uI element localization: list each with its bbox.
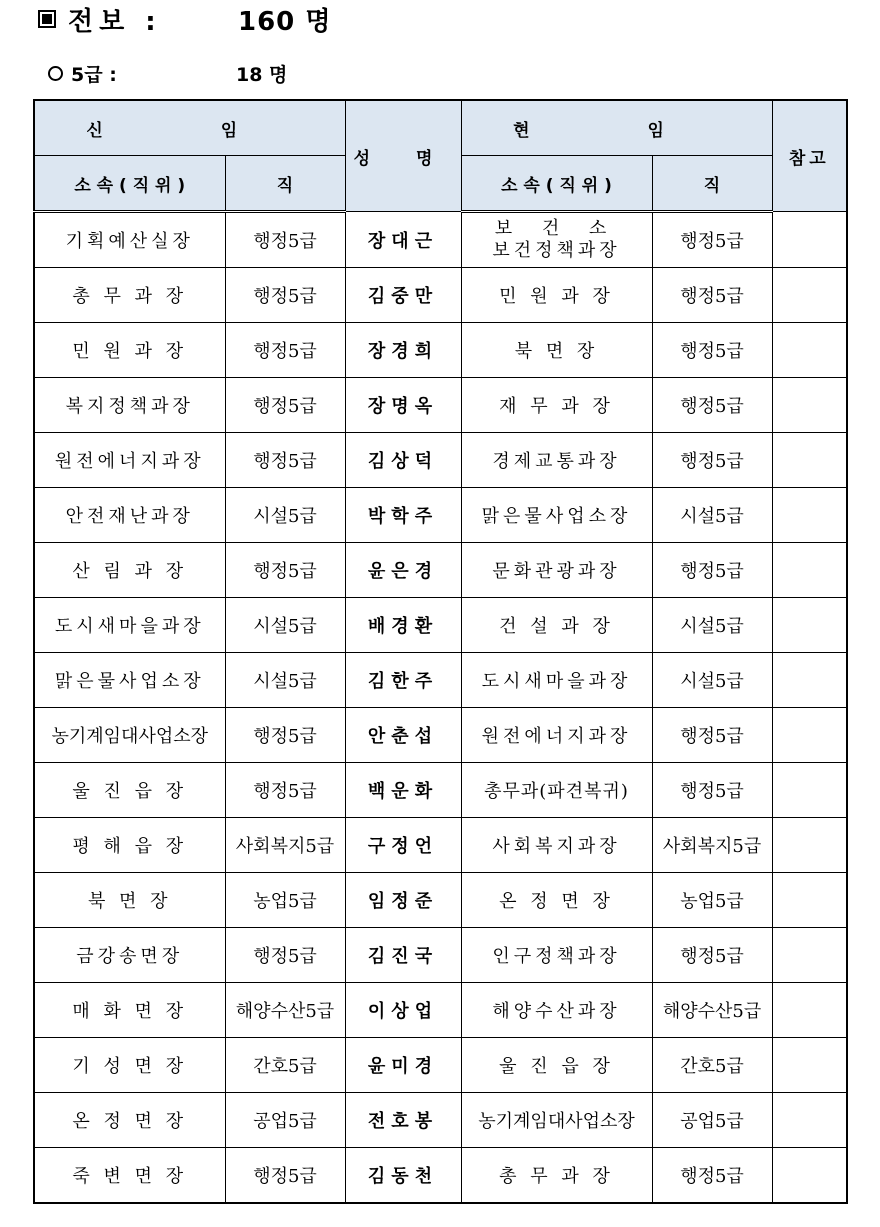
cur-unit-cell: 경제교통과장 <box>461 433 652 488</box>
name-cell: 윤미경 <box>345 1038 461 1093</box>
new-grade-cell: 행정5급 <box>225 763 345 818</box>
new-unit-cell: 기 성 면 장 <box>34 1038 225 1093</box>
cur-grade-cell: 공업5급 <box>652 1093 772 1148</box>
header-cur-unit: 소 속 ( 직 위 ) <box>461 156 652 212</box>
note-cell <box>772 268 847 323</box>
header-cur-grade: 직 <box>652 156 772 212</box>
new-unit-cell: 원전에너지과장 <box>34 433 225 488</box>
header-current-post: 현 임 <box>461 100 772 156</box>
cur-unit-cell: 울 진 읍 장 <box>461 1038 652 1093</box>
cur-grade-cell: 사회복지5급 <box>652 818 772 873</box>
note-cell <box>772 653 847 708</box>
cur-unit-cell: 총무과(파견복귀) <box>461 763 652 818</box>
note-cell <box>772 488 847 543</box>
table-row <box>34 818 847 873</box>
cur-grade-cell: 행정5급 <box>652 212 772 268</box>
table-row <box>34 488 847 543</box>
table-row <box>34 873 847 928</box>
new-grade-cell: 행정5급 <box>225 708 345 763</box>
cur-unit-cell: 도시새마을과장 <box>461 653 652 708</box>
cur-grade-cell: 행정5급 <box>652 268 772 323</box>
table-row <box>34 653 847 708</box>
new-grade-cell: 행정5급 <box>225 1148 345 1204</box>
cur-unit-cell: 맑은물사업소장 <box>461 488 652 543</box>
transfer-table <box>33 99 848 1204</box>
cur-grade-cell: 행정5급 <box>652 433 772 488</box>
cur-unit-cell: 인구정책과장 <box>461 928 652 983</box>
cur-grade-cell: 농업5급 <box>652 873 772 928</box>
new-unit-cell: 죽 변 면 장 <box>34 1148 225 1204</box>
new-unit-cell: 평 해 읍 장 <box>34 818 225 873</box>
cur-unit-cell <box>461 212 652 268</box>
name-cell: 이상업 <box>345 983 461 1038</box>
name-cell: 장경희 <box>345 323 461 378</box>
table-row <box>34 1148 847 1204</box>
note-cell <box>772 1093 847 1148</box>
new-unit-cell: 안전재난과장 <box>34 488 225 543</box>
new-unit-cell: 매 화 면 장 <box>34 983 225 1038</box>
name-cell: 안춘섭 <box>345 708 461 763</box>
note-cell <box>772 543 847 598</box>
cur-grade-cell: 행정5급 <box>652 1148 772 1204</box>
subheading-count: 18 명 <box>236 63 288 86</box>
new-unit-cell: 복지정책과장 <box>34 378 225 433</box>
note-cell <box>772 818 847 873</box>
table-row <box>34 323 847 378</box>
note-cell <box>772 433 847 488</box>
cur-unit-line-1: 보 건 소 <box>494 218 619 239</box>
new-grade-cell: 행정5급 <box>225 268 345 323</box>
new-unit-cell: 농기계임대사업소장 <box>34 708 225 763</box>
note-cell <box>772 928 847 983</box>
name-cell: 윤은경 <box>345 543 461 598</box>
table-row <box>34 763 847 818</box>
new-unit-cell: 민 원 과 장 <box>34 323 225 378</box>
new-unit-cell: 산 림 과 장 <box>34 543 225 598</box>
table-row <box>34 983 847 1038</box>
cur-unit-line-2: 보건정책과장 <box>492 240 621 261</box>
header-new-unit: 소 속 ( 직 위 ) <box>34 156 225 212</box>
note-cell <box>772 212 847 268</box>
note-cell <box>772 708 847 763</box>
cur-unit-cell: 해양수산과장 <box>461 983 652 1038</box>
heading-label: 전보 : <box>68 6 162 37</box>
new-grade-cell: 행정5급 <box>225 928 345 983</box>
subsection-heading <box>48 58 288 88</box>
cur-grade-cell: 행정5급 <box>652 323 772 378</box>
new-grade-cell: 시설5급 <box>225 653 345 708</box>
note-cell <box>772 873 847 928</box>
table-row <box>34 708 847 763</box>
name-cell: 김중만 <box>345 268 461 323</box>
new-grade-cell: 사회복지5급 <box>225 818 345 873</box>
circle-bullet-icon <box>48 66 63 81</box>
name-cell: 김동천 <box>345 1148 461 1204</box>
new-grade-cell: 농업5급 <box>225 873 345 928</box>
name-cell: 장대근 <box>345 212 461 268</box>
cur-grade-cell: 시설5급 <box>652 488 772 543</box>
new-grade-cell: 행정5급 <box>225 433 345 488</box>
note-cell <box>772 763 847 818</box>
cur-unit-cell: 민 원 과 장 <box>461 268 652 323</box>
name-cell: 백운화 <box>345 763 461 818</box>
table-row <box>34 212 847 268</box>
cur-grade-cell: 행정5급 <box>652 708 772 763</box>
cur-grade-cell: 시설5급 <box>652 598 772 653</box>
new-unit-cell: 도시새마을과장 <box>34 598 225 653</box>
heading-count: 160 명 <box>238 6 332 37</box>
cur-unit-cell: 사회복지과장 <box>461 818 652 873</box>
new-grade-cell: 공업5급 <box>225 1093 345 1148</box>
cur-grade-cell: 시설5급 <box>652 653 772 708</box>
new-unit-cell: 맑은물사업소장 <box>34 653 225 708</box>
header-note: 참고 <box>772 100 847 212</box>
filled-square-bullet-icon <box>38 10 56 28</box>
name-cell: 구정언 <box>345 818 461 873</box>
new-unit-cell: 북 면 장 <box>34 873 225 928</box>
table-row <box>34 543 847 598</box>
table-row <box>34 433 847 488</box>
header-new-grade: 직 <box>225 156 345 212</box>
header-new-post: 신 임 <box>34 100 345 156</box>
cur-grade-cell: 해양수산5급 <box>652 983 772 1038</box>
cur-grade-cell: 간호5급 <box>652 1038 772 1093</box>
cur-unit-cell: 건 설 과 장 <box>461 598 652 653</box>
new-unit-cell: 기획예산실장 <box>34 212 225 268</box>
table-row <box>34 268 847 323</box>
cur-unit-cell: 농기계임대사업소장 <box>461 1093 652 1148</box>
subheading-label: 5급 : <box>71 63 117 86</box>
table-row <box>34 1093 847 1148</box>
cur-unit-cell: 재 무 과 장 <box>461 378 652 433</box>
table-row <box>34 598 847 653</box>
cur-unit-cell: 문화관광과장 <box>461 543 652 598</box>
name-cell: 전호봉 <box>345 1093 461 1148</box>
cur-grade-cell: 행정5급 <box>652 928 772 983</box>
note-cell <box>772 1038 847 1093</box>
cur-unit-cell: 원전에너지과장 <box>461 708 652 763</box>
cur-grade-cell: 행정5급 <box>652 763 772 818</box>
name-cell: 김진국 <box>345 928 461 983</box>
new-grade-cell: 행정5급 <box>225 212 345 268</box>
name-cell: 장명옥 <box>345 378 461 433</box>
new-unit-cell: 총 무 과 장 <box>34 268 225 323</box>
cur-grade-cell: 행정5급 <box>652 378 772 433</box>
cur-unit-cell: 총 무 과 장 <box>461 1148 652 1204</box>
note-cell <box>772 378 847 433</box>
note-cell <box>772 323 847 378</box>
new-grade-cell: 간호5급 <box>225 1038 345 1093</box>
new-unit-cell: 온 정 면 장 <box>34 1093 225 1148</box>
name-cell: 임정준 <box>345 873 461 928</box>
note-cell <box>772 983 847 1038</box>
name-cell: 배경환 <box>345 598 461 653</box>
new-grade-cell: 시설5급 <box>225 598 345 653</box>
name-cell: 김상덕 <box>345 433 461 488</box>
note-cell <box>772 1148 847 1204</box>
name-cell: 김한주 <box>345 653 461 708</box>
cur-unit-cell: 북 면 장 <box>461 323 652 378</box>
new-unit-cell: 금강송면장 <box>34 928 225 983</box>
new-grade-cell: 시설5급 <box>225 488 345 543</box>
note-cell <box>772 598 847 653</box>
cur-grade-cell: 행정5급 <box>652 543 772 598</box>
table-row <box>34 928 847 983</box>
new-unit-cell: 울 진 읍 장 <box>34 763 225 818</box>
header-name: 성 명 <box>345 100 461 212</box>
new-grade-cell: 행정5급 <box>225 323 345 378</box>
table-row <box>34 378 847 433</box>
name-cell: 박학주 <box>345 488 461 543</box>
section-heading <box>38 2 332 37</box>
table-row <box>34 1038 847 1093</box>
new-grade-cell: 행정5급 <box>225 378 345 433</box>
new-grade-cell: 행정5급 <box>225 543 345 598</box>
new-grade-cell: 해양수산5급 <box>225 983 345 1038</box>
cur-unit-cell: 온 정 면 장 <box>461 873 652 928</box>
